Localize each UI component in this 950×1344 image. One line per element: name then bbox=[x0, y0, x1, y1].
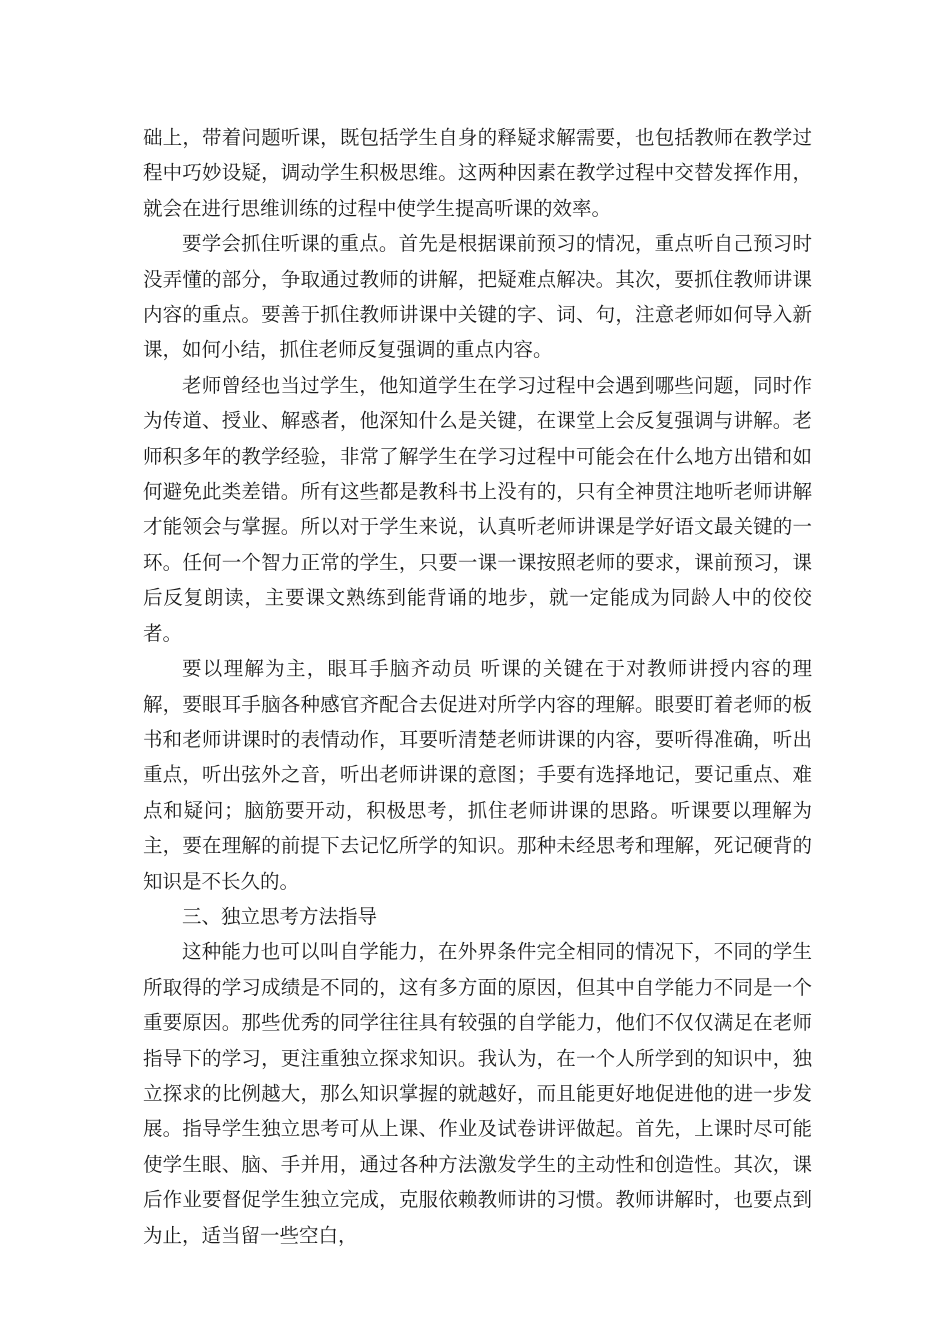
document-body bbox=[143, 120, 812, 1253]
paragraph: 老师曾经也当过学生，他知道学生在学习过程中会遇到哪些问题，同时作为传道、授业、解惑者，他深知什么是关键，在课堂上会反复强调与讲解。老师积多年的教学经验，非常了解学生在学习过程中可能会在什么地方出错和如何避免此类差错。所有这些都是教科书上没有的，只有全神贯注地听老师讲解才能领会与掌握。所以对于学生来说，认真听老师讲课是学好语文最关键的一环。任何一个智力正常的学生，只要一课一课按照老师的要求，课前预习，课后反复朗读，主要课文熟练到能背诵的地步，就一定能成为同龄人中的佼佼者。 bbox=[143, 373, 812, 645]
section-heading: 三、独立思考方法指导 bbox=[182, 904, 378, 928]
paragraph: 要学会抓住听课的重点。首先是根据课前预习的情况，重点听自己预习时没弄懂的部分，争取通过教师的讲解，把疑难点解决。其次，要抓住教师讲课内容的重点。要善于抓住教师讲课中关键的字、词、句，注意老师如何导入新课，如何小结，抓住老师反复强调的重点内容。 bbox=[143, 232, 812, 362]
paragraph: 要以理解为主，眼耳手脑齐动员 听课的关键在于对教师讲授内容的理解，要眼耳手脑各种感官齐配合去促进对所学内容的理解。眼要盯着老师的板书和老师讲课时的表情动作，耳要听清楚老师讲课的内容，要听得准确，听出重点，听出弦外之音，听出老师讲课的意图；手要有选择地记，要记重点、难点和疑问；脑筋要开动，积极思考，抓住老师讲课的思路。听课要以理解为主，要在理解的前提下去记忆所学的知识。那种未经思考和理解，死记硬背的知识是不长久的。 bbox=[143, 657, 812, 893]
paragraph: 这种能力也可以叫自学能力，在外界条件完全相同的情况下，不同的学生所取得的学习成绩是不同的，这有多方面的原因，但其中自学能力不同是一个重要原因。那些优秀的同学往往具有较强的自学能力，他们不仅仅满足在老师指导下的学习，更注重独立探求知识。我认为，在一个人所学到的知识中，独立探求的比例越大，那么知识掌握的就越好，而且能更好地促进他的进一步发展。指导学生独立思考可从上课、作业及试卷讲评做起。首先，上课时尽可能使学生眼、脑、手并用，通过各种方法激发学生的主动性和创造性。其次，课后作业要督促学生独立完成，克服依赖教师讲的习惯。教师讲解时，也要点到为止，适当留一些空白， bbox=[143, 940, 812, 1247]
paragraph-continued: 础上，带着问题听课，既包括学生自身的释疑求解需要，也包括教师在教学过程中巧妙设疑，调动学生积极思维。这两种因素在教学过程中交替发挥作用，就会在进行思维训练的过程中使学生提高听课的效率。 bbox=[143, 126, 812, 220]
